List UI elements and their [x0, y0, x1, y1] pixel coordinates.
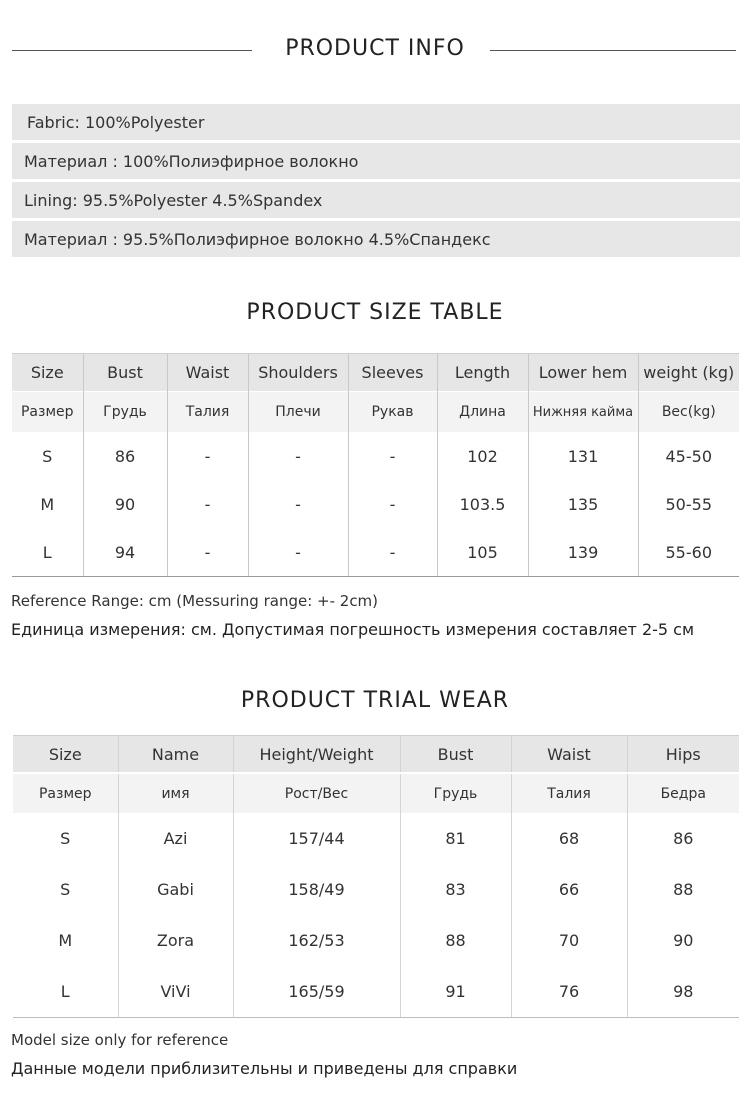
table-cell: M: [13, 915, 118, 966]
column-header-ru: Бедра: [627, 773, 739, 813]
column-header: weight (kg): [638, 354, 739, 392]
column-header: Bust: [83, 354, 167, 392]
column-header-ru: Вес(kg): [638, 392, 739, 433]
table-cell: Gabi: [118, 864, 233, 915]
size-note-en: Reference Range: cm (Messuring range: +- 2cm): [11, 592, 379, 610]
table-cell: S: [13, 813, 118, 864]
table-cell: 88: [400, 915, 511, 966]
table-cell: 83: [400, 864, 511, 915]
table-cell: 76: [511, 966, 627, 1018]
column-header: Hips: [627, 736, 739, 774]
table-cell: 158/49: [233, 864, 400, 915]
column-header: Lower hem: [528, 354, 638, 392]
table-cell: 139: [528, 528, 638, 577]
column-header-ru: Грудь: [83, 392, 167, 433]
table-cell: 94: [83, 528, 167, 577]
column-header-ru: Рукав: [348, 392, 437, 433]
size-table-header-en: [12, 354, 739, 392]
table-cell: 90: [627, 915, 739, 966]
table-cell: 88: [627, 864, 739, 915]
column-header: Waist: [167, 354, 248, 392]
table-cell: ViVi: [118, 966, 233, 1018]
column-header: Shoulders: [248, 354, 348, 392]
column-header: Sleeves: [348, 354, 437, 392]
column-header-ru: Талия: [511, 773, 627, 813]
column-header-ru: Нижняя кайма: [528, 392, 638, 433]
table-cell: 135: [528, 480, 638, 528]
size-table: [12, 353, 739, 577]
table-cell: S: [12, 432, 83, 480]
table-cell: M: [12, 480, 83, 528]
table-cell: 66: [511, 864, 627, 915]
table-cell: -: [248, 432, 348, 480]
table-cell: 45-50: [638, 432, 739, 480]
table-cell: -: [167, 528, 248, 577]
table-cell: 50-55: [638, 480, 739, 528]
trial-table-header-ru: [13, 773, 739, 813]
lining-row-ru: Материал : 95.5%Полиэфирное волокно 4.5%Спандекс: [12, 221, 740, 257]
size-table-title: PRODUCT SIZE TABLE: [246, 300, 504, 325]
column-header-ru: Плечи: [248, 392, 348, 433]
product-info-list: [12, 104, 740, 260]
column-header: Size: [12, 354, 83, 392]
table-cell: 105: [437, 528, 528, 577]
column-header: Bust: [400, 736, 511, 774]
column-header: Length: [437, 354, 528, 392]
product-info-title: PRODUCT INFO: [285, 36, 465, 61]
column-header: Name: [118, 736, 233, 774]
table-row: [12, 432, 739, 480]
table-cell: 91: [400, 966, 511, 1018]
table-cell: -: [348, 528, 437, 577]
product-info-header: [0, 24, 750, 76]
lining-row: Lining: 95.5%Polyester 4.5%Spandex: [12, 182, 740, 218]
table-cell: 102: [437, 432, 528, 480]
trial-wear-table: [13, 735, 739, 1018]
table-cell: 98: [627, 966, 739, 1018]
column-header-ru: Размер: [13, 773, 118, 813]
table-cell: L: [12, 528, 83, 577]
table-cell: 157/44: [233, 813, 400, 864]
table-cell: 68: [511, 813, 627, 864]
column-header-ru: Рост/Вес: [233, 773, 400, 813]
table-cell: 131: [528, 432, 638, 480]
trial-note-ru: Данные модели приблизительны и приведены для справки: [11, 1059, 518, 1078]
column-header: Size: [13, 736, 118, 774]
table-cell: -: [167, 480, 248, 528]
table-cell: L: [13, 966, 118, 1018]
table-cell: 165/59: [233, 966, 400, 1018]
table-cell: -: [248, 480, 348, 528]
column-header-ru: Размер: [12, 392, 83, 433]
column-header: Height/Weight: [233, 736, 400, 774]
table-cell: 86: [627, 813, 739, 864]
table-cell: 70: [511, 915, 627, 966]
table-row: [13, 915, 739, 966]
table-cell: Zora: [118, 915, 233, 966]
column-header-ru: Длина: [437, 392, 528, 433]
table-row: [12, 528, 739, 577]
column-header-ru: имя: [118, 773, 233, 813]
table-cell: -: [348, 480, 437, 528]
table-cell: 55-60: [638, 528, 739, 577]
table-cell: 162/53: [233, 915, 400, 966]
table-cell: 81: [400, 813, 511, 864]
fabric-row-ru: Материал : 100%Полиэфирное волокно: [12, 143, 740, 179]
table-row: [12, 480, 739, 528]
column-header: Waist: [511, 736, 627, 774]
table-cell: -: [248, 528, 348, 577]
table-cell: S: [13, 864, 118, 915]
column-header-ru: Талия: [167, 392, 248, 433]
trial-table-header-en: [13, 736, 739, 774]
table-row: [13, 813, 739, 864]
size-note-ru: Единица измерения: см. Допустимая погрешность измерения составляет 2-5 см: [11, 620, 695, 639]
trial-wear-title: PRODUCT TRIAL WEAR: [240, 688, 510, 713]
table-cell: -: [348, 432, 437, 480]
fabric-row: Fabric: 100%Polyester: [12, 104, 740, 140]
trial-note-en: Model size only for reference: [11, 1031, 229, 1049]
table-row: [13, 966, 739, 1018]
table-cell: 86: [83, 432, 167, 480]
table-cell: 103.5: [437, 480, 528, 528]
size-table-header-ru: [12, 392, 739, 433]
table-cell: 90: [83, 480, 167, 528]
header-divider-right: [490, 50, 736, 51]
table-cell: -: [167, 432, 248, 480]
table-row: [13, 864, 739, 915]
table-cell: Azi: [118, 813, 233, 864]
column-header-ru: Грудь: [400, 773, 511, 813]
